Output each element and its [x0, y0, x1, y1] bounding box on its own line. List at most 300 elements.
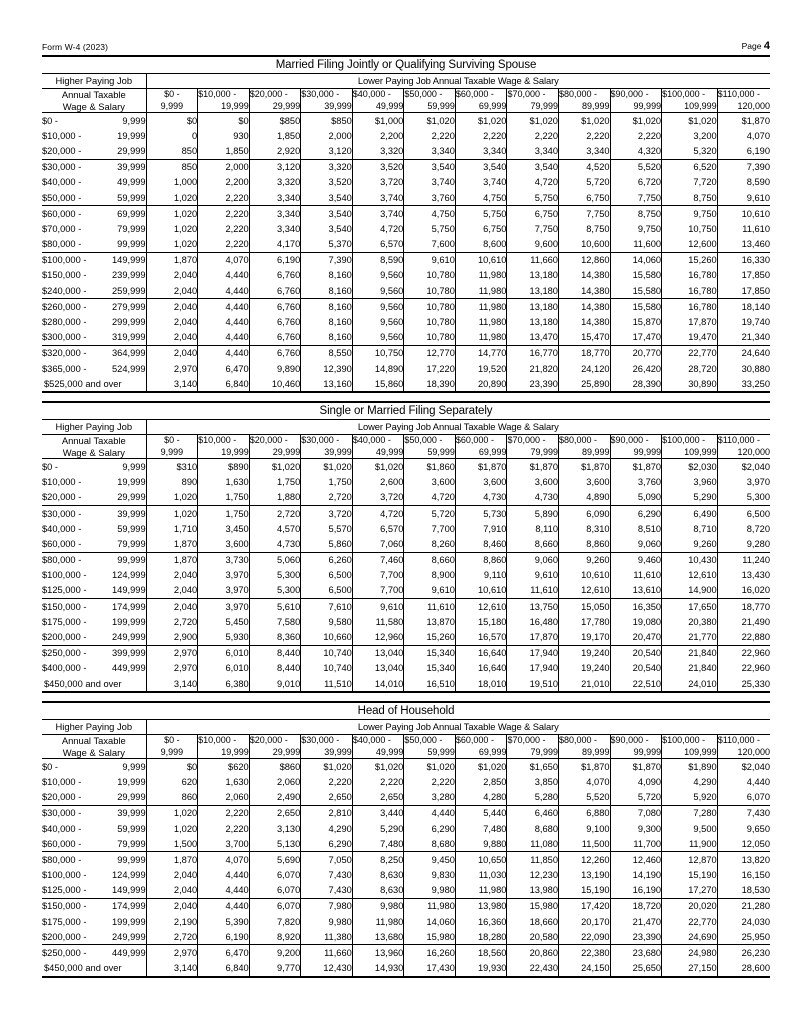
table-cell-amount: 23,390 [610, 929, 662, 945]
table-cell-amount: 27,150 [662, 961, 718, 977]
table-cell-amount: 24,980 [662, 945, 718, 961]
table-cell-amount: 16,350 [610, 599, 662, 615]
row-wage-range: $20,000 - 29,999 [42, 790, 146, 806]
table-cell-amount: 7,390 [301, 252, 353, 268]
table-cell-amount: 3,450 [198, 521, 250, 536]
table-row [42, 330, 770, 346]
table-cell-amount: 3,600 [198, 536, 250, 552]
stub-header-line1: Higher Paying Job [42, 420, 146, 435]
table-cell-amount: 3,600 [507, 475, 559, 490]
table-row [42, 599, 770, 615]
table-cell-amount: 20,470 [610, 629, 662, 645]
table-cell-amount: 9,580 [301, 614, 353, 629]
table-row [42, 252, 770, 268]
table-cell-amount: 2,720 [301, 490, 353, 506]
table-cell-amount: 2,970 [146, 661, 198, 676]
table-cell-amount: 4,070 [198, 852, 250, 868]
table-cell-amount: 6,750 [455, 221, 507, 236]
table-cell-amount: $1,000 [352, 113, 404, 129]
table-cell-amount: 620 [146, 774, 198, 789]
table-cell-amount: 13,470 [507, 330, 559, 346]
table-cell-amount: 14,930 [352, 961, 404, 977]
page-number-value: 4 [763, 40, 770, 52]
table-cell-amount: 16,150 [717, 868, 770, 883]
column-header: $90,000 - 99,999 [610, 435, 662, 457]
table-cell-amount: 14,010 [352, 676, 404, 692]
table-cell-amount: 1,020 [146, 221, 198, 236]
table-cell-amount: 4,440 [404, 805, 456, 821]
table-cell-amount: 9,880 [455, 836, 507, 852]
table-cell-amount: 3,540 [301, 206, 353, 222]
table-cell-amount: $1,020 [249, 459, 301, 475]
table-row [42, 505, 770, 521]
table-cell-amount: 15,050 [559, 599, 611, 615]
table-cell-amount: 4,290 [301, 821, 353, 836]
column-header: $40,000 - 49,999 [352, 735, 404, 757]
table-cell-amount: 24,690 [662, 929, 718, 945]
table-cell-amount: 11,500 [559, 836, 611, 852]
table-cell-amount: 6,750 [507, 206, 559, 222]
table-cell-amount: $2,040 [717, 459, 770, 475]
table-cell-amount: 5,750 [404, 221, 456, 236]
table-cell-amount: $1,020 [507, 113, 559, 129]
table-row [42, 237, 770, 253]
table-cell-amount: 16,780 [662, 299, 718, 315]
table-cell-amount: $1,020 [558, 113, 610, 129]
stub-header-line1: Higher Paying Job [42, 74, 146, 89]
table-cell-amount: 8,160 [301, 299, 353, 315]
row-wage-range: $60,000 - 79,999 [42, 536, 146, 552]
table-cell-amount: 2,000 [198, 159, 250, 175]
table-cell-amount: 20,770 [610, 345, 662, 361]
table-row [42, 914, 770, 929]
table-cell-amount: 13,040 [352, 645, 404, 661]
table-cell-amount: 28,720 [662, 361, 718, 376]
table-cell-amount: 3,120 [301, 143, 353, 159]
table-cell-amount: 22,960 [717, 661, 770, 676]
table-cell-amount: 14,770 [455, 345, 507, 361]
column-header: $40,000 - 49,999 [352, 435, 404, 457]
table-cell-amount: 6,840 [198, 961, 250, 977]
table-cell-amount: 12,610 [662, 568, 718, 583]
table-cell-amount: 6,460 [507, 805, 559, 821]
table-cell-amount: $1,020 [352, 459, 404, 475]
table-cell-amount: 20,860 [507, 945, 559, 961]
table-cell-amount: 9,770 [249, 961, 301, 977]
table-cell-amount: 20,580 [507, 929, 559, 945]
table-cell-amount: 5,920 [662, 790, 718, 806]
row-wage-range: $80,000 - 99,999 [42, 852, 146, 868]
table-cell-amount: 2,220 [404, 774, 456, 789]
table-cell-amount: 1,020 [146, 821, 198, 836]
table-cell-amount: 12,600 [662, 237, 718, 253]
table-cell-amount: 4,440 [198, 314, 250, 329]
table-cell-amount: 5,090 [610, 490, 662, 506]
table-cell-amount: 4,280 [455, 790, 507, 806]
table-cell-amount: 4,170 [249, 237, 301, 253]
table-cell-amount: 3,760 [610, 475, 662, 490]
table-row [42, 929, 770, 945]
table-cell-amount: 8,660 [507, 536, 559, 552]
table-cell-amount: $2,030 [662, 459, 718, 475]
table-cell-amount: 11,030 [455, 868, 507, 883]
row-wage-range: $200,000 - 249,999 [42, 629, 146, 645]
table-cell-amount: 8,460 [455, 536, 507, 552]
table-cell-amount: 4,730 [455, 490, 507, 506]
table-cell-amount: 4,570 [249, 521, 301, 536]
row-wage-range: $0 - 9,999 [42, 113, 146, 129]
table-cell-amount: 15,580 [610, 268, 662, 283]
table-cell-amount: 2,720 [249, 505, 301, 521]
table-cell-amount: $1,020 [352, 759, 404, 775]
row-wage-range: $30,000 - 39,999 [42, 805, 146, 821]
column-header: $80,000 - 89,999 [558, 89, 610, 111]
table-cell-amount: 19,470 [662, 330, 718, 346]
table-cell-amount: 7,750 [610, 190, 662, 206]
table-cell-amount: 6,090 [559, 505, 611, 521]
table-cell-amount: 5,390 [198, 914, 250, 929]
table-cell-amount: 8,590 [352, 252, 404, 268]
table-row [42, 883, 770, 899]
table-cell-amount: 1,020 [146, 190, 198, 206]
row-wage-range: $30,000 - 39,999 [42, 159, 146, 175]
table-row [42, 376, 770, 392]
table-cell-amount: 6,490 [662, 505, 718, 521]
table-cell-amount: 9,560 [352, 299, 404, 315]
table-cell-amount: 3,850 [507, 774, 559, 789]
table-cell-amount: 18,280 [455, 929, 507, 945]
table-cell-amount: 6,500 [301, 583, 353, 599]
table-cell-amount: 5,690 [249, 852, 301, 868]
tax-table [42, 401, 770, 693]
table-cell-amount: 18,720 [610, 898, 662, 914]
table-cell-amount: 8,630 [352, 883, 404, 899]
table-cell-amount: 9,300 [610, 821, 662, 836]
table-cell-amount: 6,570 [352, 237, 404, 253]
table-cell-amount: 11,850 [507, 852, 559, 868]
table-cell-amount: 9,560 [352, 268, 404, 283]
table-cell-amount: 18,010 [455, 676, 507, 692]
column-header: $50,000 - 59,999 [404, 735, 455, 757]
table-cell-amount: 16,510 [404, 676, 456, 692]
table-title: Married Filing Jointly or Qualifying Surviving Spouse [42, 56, 770, 74]
table-cell-amount: 6,470 [198, 945, 250, 961]
table-cell-amount: 15,190 [662, 868, 718, 883]
table-cell-amount: 9,260 [662, 536, 718, 552]
table-cell-amount: 13,750 [507, 599, 559, 615]
table-cell-amount: 9,980 [301, 914, 353, 929]
table-cell-amount: 8,310 [559, 521, 611, 536]
table-cell-amount: 2,490 [249, 790, 301, 806]
table-cell-amount: 6,070 [249, 883, 301, 899]
table-cell-amount: 5,300 [249, 583, 301, 599]
table-cell-amount: 14,380 [558, 268, 610, 283]
table-cell-amount: 24,640 [717, 345, 770, 361]
table-cell-amount: 11,980 [455, 268, 507, 283]
table-cell-amount: 20,020 [662, 898, 718, 914]
table-cell-amount: 17,850 [717, 283, 770, 299]
table-cell-amount: 1,500 [146, 836, 198, 852]
table-cell-amount: 2,000 [301, 128, 353, 143]
table-cell-amount: 3,600 [455, 475, 507, 490]
table-cell-amount: 3,280 [404, 790, 456, 806]
table-cell-amount: 6,190 [717, 143, 770, 159]
column-header: $40,000 - 49,999 [352, 89, 404, 111]
table-cell-amount: 11,700 [610, 836, 662, 852]
row-wage-range: $50,000 - 59,999 [42, 190, 146, 206]
table-cell-amount: $1,020 [404, 113, 456, 129]
table-cell-amount: $860 [249, 759, 301, 775]
table-cell-amount: 8,160 [301, 268, 353, 283]
table-row [42, 190, 770, 206]
table-cell-amount: 2,220 [198, 190, 250, 206]
table-cell-amount: 10,610 [455, 252, 507, 268]
table-cell-amount: 10,610 [717, 206, 770, 222]
table-cell-amount: 7,700 [352, 568, 404, 583]
table-cell-amount: 17,940 [507, 661, 559, 676]
table-cell-amount: 1,020 [146, 490, 198, 506]
table-cell-amount: 13,680 [352, 929, 404, 945]
table-cell-amount: 2,220 [404, 128, 456, 143]
table-cell-amount: 23,390 [507, 376, 559, 392]
table-row [42, 175, 770, 190]
table-cell-amount: 12,390 [301, 361, 353, 376]
table-cell-amount: $1,020 [455, 759, 507, 775]
table-cell-amount: 6,190 [249, 252, 301, 268]
table-cell-amount: 3,700 [198, 836, 250, 852]
table-cell-amount: 10,600 [558, 237, 610, 253]
table-cell-amount: 11,610 [610, 568, 662, 583]
table-cell-amount: 850 [146, 159, 198, 175]
table-cell-amount: 2,040 [146, 314, 198, 329]
table-cell-amount: 22,510 [610, 676, 662, 692]
table-cell-amount: 8,630 [352, 868, 404, 883]
table-cell-amount: 2,600 [352, 475, 404, 490]
table-cell-amount: 16,780 [662, 283, 718, 299]
row-wage-range: $260,000 - 279,999 [42, 299, 146, 315]
row-wage-range: $100,000 - 124,999 [42, 568, 146, 583]
table-cell-amount: 12,460 [610, 852, 662, 868]
row-wage-range: $320,000 - 364,999 [42, 345, 146, 361]
table-cell-amount: 12,860 [558, 252, 610, 268]
table-cell-amount: 6,290 [301, 836, 353, 852]
row-wage-range: $200,000 - 249,999 [42, 929, 146, 945]
table-cell-amount: 2,650 [352, 790, 404, 806]
table-cell-amount: 2,720 [146, 929, 198, 945]
table-row [42, 568, 770, 583]
table-cell-amount: 2,970 [146, 945, 198, 961]
table-cell-amount: 19,080 [610, 614, 662, 629]
table-cell-amount: 6,190 [198, 929, 250, 945]
table-cell-amount: $310 [146, 459, 198, 475]
table-cell-amount: 17,220 [404, 361, 456, 376]
table-cell-amount: 4,440 [198, 299, 250, 315]
table-cell-amount: 7,910 [455, 521, 507, 536]
table-row [42, 821, 770, 836]
lower-paying-job-band-header: Lower Paying Job Annual Taxable Wage & Salary [146, 74, 770, 89]
tax-tables-container [42, 55, 770, 978]
table-cell-amount: 4,090 [610, 774, 662, 789]
table-cell-amount: 3,970 [198, 568, 250, 583]
table-cell-amount: 5,890 [507, 505, 559, 521]
table-cell-amount: 9,650 [717, 821, 770, 836]
table-cell-amount: 10,780 [404, 283, 456, 299]
table-cell-amount: 12,050 [717, 836, 770, 852]
table-cell-amount: 4,440 [198, 283, 250, 299]
table-cell-amount: 6,290 [610, 505, 662, 521]
table-cell-amount: 3,140 [146, 961, 198, 977]
table-cell-amount: 6,500 [717, 505, 770, 521]
row-wage-range: $10,000 - 19,999 [42, 128, 146, 143]
table-cell-amount: 24,030 [717, 914, 770, 929]
table-cell-amount: 22,880 [717, 629, 770, 645]
table-cell-amount: 18,390 [404, 376, 456, 392]
table-cell-amount: 8,590 [717, 175, 770, 190]
table-cell-amount: 4,320 [610, 143, 662, 159]
table-cell-amount: 4,520 [558, 159, 610, 175]
table-row [42, 345, 770, 361]
table-cell-amount: 2,220 [507, 128, 559, 143]
table-cell-amount: 6,750 [558, 190, 610, 206]
table-cell-amount: 16,360 [455, 914, 507, 929]
table-cell-amount: 5,750 [507, 190, 559, 206]
table-cell-amount: 15,580 [610, 283, 662, 299]
table-cell-amount: 2,970 [146, 645, 198, 661]
table-cell-amount: 2,060 [198, 790, 250, 806]
row-wage-range: $60,000 - 79,999 [42, 836, 146, 852]
table-cell-amount: 930 [198, 128, 250, 143]
table-cell-amount: 8,360 [249, 629, 301, 645]
table-cell-amount: 21,820 [507, 361, 559, 376]
table-row [42, 898, 770, 914]
table-cell-amount: 3,340 [249, 206, 301, 222]
table-cell-amount: 14,380 [558, 314, 610, 329]
table-cell-amount: 3,740 [352, 190, 404, 206]
column-header: $110,000 - 120,000 [717, 89, 770, 111]
table-cell-amount: $1,870 [507, 459, 559, 475]
table-cell-amount: 7,610 [301, 599, 353, 615]
table-cell-amount: 22,770 [662, 914, 718, 929]
table-cell-amount: 7,050 [301, 852, 353, 868]
row-wage-range: $20,000 - 29,999 [42, 143, 146, 159]
table-cell-amount: $1,870 [559, 759, 611, 775]
table-cell-amount: 1,630 [198, 774, 250, 789]
table-cell-amount: $1,020 [404, 759, 456, 775]
table-cell-amount: 9,560 [352, 330, 404, 346]
table-cell-amount: 2,190 [146, 914, 198, 929]
table-cell-amount: 21,770 [662, 629, 718, 645]
table-cell-amount: 6,880 [559, 805, 611, 821]
table-cell-amount: 4,750 [404, 206, 456, 222]
column-header: $80,000 - 89,999 [559, 735, 610, 757]
table-cell-amount: 30,890 [662, 376, 718, 392]
table-row [42, 552, 770, 568]
table-cell-amount: 13,180 [507, 314, 559, 329]
table-cell-amount: 18,770 [717, 599, 770, 615]
table-cell-amount: 11,600 [610, 237, 662, 253]
table-cell-amount: 28,600 [717, 961, 770, 977]
table-cell-amount: 6,070 [249, 898, 301, 914]
table-cell-amount: $620 [198, 759, 250, 775]
column-header: $20,000 - 29,999 [249, 435, 301, 457]
table-cell-amount: 5,610 [249, 599, 301, 615]
table-row [42, 961, 770, 977]
table-cell-amount: 6,760 [249, 283, 301, 299]
table-row [42, 128, 770, 143]
table-cell-amount: 2,220 [198, 206, 250, 222]
table-cell-amount: 5,720 [404, 505, 456, 521]
row-wage-range: $175,000 - 199,999 [42, 914, 146, 929]
table-cell-amount: $1,650 [507, 759, 559, 775]
row-wage-range: $40,000 - 59,999 [42, 521, 146, 536]
table-cell-amount: 6,010 [198, 645, 250, 661]
table-cell-amount: 10,650 [455, 852, 507, 868]
table-cell-amount: 16,480 [507, 614, 559, 629]
table-row [42, 159, 770, 175]
table-cell-amount: 8,750 [558, 221, 610, 236]
table-cell-amount: 15,870 [610, 314, 662, 329]
table-cell-amount: 8,260 [404, 536, 456, 552]
table-cell-amount: 6,840 [198, 376, 250, 392]
table-cell-amount: 9,110 [455, 568, 507, 583]
table-row [42, 206, 770, 222]
table-cell-amount: 20,540 [610, 645, 662, 661]
table-cell-amount: 1,000 [146, 175, 198, 190]
table-cell-amount: 16,330 [717, 252, 770, 268]
table-cell-amount: 18,140 [717, 299, 770, 315]
table-cell-amount: 8,440 [249, 645, 301, 661]
table-cell-amount: 2,220 [301, 774, 353, 789]
table-cell-amount: 9,010 [249, 676, 301, 692]
table-cell-amount: 13,040 [352, 661, 404, 676]
table-cell-amount: 25,330 [717, 676, 770, 692]
table-cell-amount: 12,230 [507, 868, 559, 883]
row-wage-range: $365,000 - 524,999 [42, 361, 146, 376]
table-cell-amount: 12,260 [559, 852, 611, 868]
table-cell-amount: 9,060 [610, 536, 662, 552]
table-cell-amount: 2,970 [146, 361, 198, 376]
table-cell-amount: 8,160 [301, 283, 353, 299]
table-cell-amount: 9,560 [352, 314, 404, 329]
table-cell-amount: 8,550 [301, 345, 353, 361]
table-cell-amount: 3,340 [558, 143, 610, 159]
table-cell-amount: 10,430 [662, 552, 718, 568]
table-cell-amount: 9,610 [404, 252, 456, 268]
lower-paying-job-band-header: Lower Paying Job Annual Taxable Wage & Salary [146, 420, 770, 435]
table-cell-amount: 6,500 [301, 568, 353, 583]
table-cell-amount: 9,560 [352, 283, 404, 299]
table-cell-amount: 13,610 [610, 583, 662, 599]
tax-table [42, 701, 770, 978]
table-cell-amount: 4,070 [559, 774, 611, 789]
table-cell-amount: 21,470 [610, 914, 662, 929]
table-cell-amount: 2,200 [198, 175, 250, 190]
table-cell-amount: 10,750 [352, 345, 404, 361]
table-cell-amount: 15,340 [404, 661, 456, 676]
table-cell-amount: 9,100 [559, 821, 611, 836]
table-cell-amount: 8,160 [301, 330, 353, 346]
table-cell-amount: 7,390 [717, 159, 770, 175]
table-cell-amount: 2,040 [146, 330, 198, 346]
table-cell-amount: 14,190 [610, 868, 662, 883]
table-row [42, 614, 770, 629]
table-cell-amount: 14,890 [352, 361, 404, 376]
column-header: $30,000 - 39,999 [301, 89, 352, 111]
table-cell-amount: 3,140 [146, 676, 198, 692]
table-cell-amount: 30,880 [717, 361, 770, 376]
table-row [42, 113, 770, 129]
form-identifier: Form W-4 (2023) [42, 42, 109, 52]
